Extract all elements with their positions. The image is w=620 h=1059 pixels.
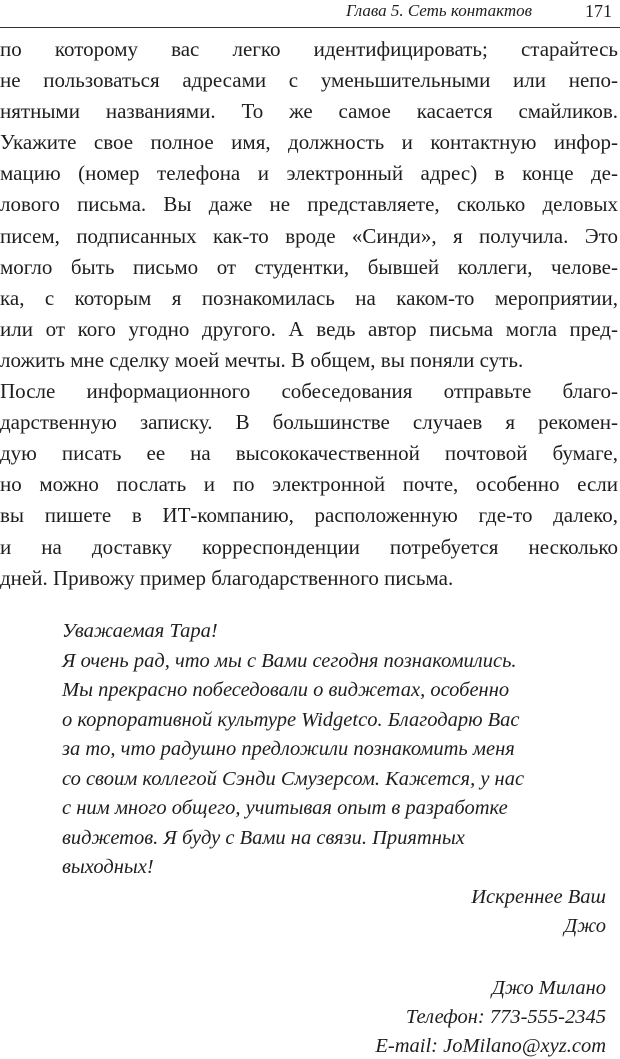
letter-line: Я очень рад, что мы с Вами сегодня познакомились. — [62, 649, 517, 672]
text-line: нятными названиями. То же самое касается смайликов. — [0, 99, 618, 124]
text-line: После информационного собеседования отправьте благо- — [0, 379, 618, 404]
running-header — [0, 0, 620, 28]
text-line: дней. Привожу пример благодарственного письма. — [0, 565, 454, 590]
letter-line: виджетов. Я буду с Вами на связи. Приятных — [62, 826, 465, 849]
text-line: но можно послать и по электронной почте, особенно если — [0, 472, 618, 497]
signature-block — [375, 974, 606, 1059]
sample-letter — [62, 617, 524, 883]
signature-phone: Телефон: 773-555-2345 — [405, 1006, 606, 1028]
text-line: ка, с которым я познакомилась на каком-то мероприятии, — [0, 285, 618, 310]
text-line: дую писать ее на высококачественной почтовой бумаге, — [0, 441, 618, 466]
letter-line: о корпоративной культуре Widgetco. Благодарю Вас — [62, 708, 520, 731]
page-number: 171 — [585, 1, 612, 21]
letter-line: выходных! — [62, 856, 154, 878]
signature-name: Джо Милано — [491, 977, 606, 999]
letter-line: за то, что радушно предложили познакомить меня — [62, 738, 515, 760]
text-line: дарственную записку. В большинстве случаев я рекомен- — [0, 410, 618, 435]
text-line: лового письма. Вы даже не представляете, сколько деловых — [0, 192, 618, 217]
body-text — [0, 34, 618, 594]
letter-line: с ним много общего, учитывая опыт в разработке — [62, 797, 508, 819]
letter-line: Уважаемая Тара! — [62, 620, 218, 642]
text-line: писем, подписанных как-то вроде «Синди», я получила. Это — [0, 223, 618, 248]
closing-phrase: Искреннее Ваш — [471, 886, 606, 908]
text-line: вы пишете в ИТ-компанию, расположенную где-то далеко, — [0, 503, 618, 528]
text-line: и на доставку корреспонденции потребуется несколько — [0, 534, 618, 559]
text-line: мацию (номер телефона и электронный адрес) в конце де- — [0, 161, 618, 186]
chapter-title: Глава 5. Сеть контактов — [345, 1, 532, 20]
letter-line: Мы прекрасно побеседовали о виджетах, особенно — [62, 679, 510, 701]
closing-name: Джо — [564, 915, 606, 937]
text-line: по которому вас легко идентифицировать; старайтесь — [0, 37, 618, 61]
text-line: Укажите свое полное имя, должность и контактную инфор- — [0, 130, 618, 155]
text-line: могло быть письмо от студентки, бывшей коллеги, челове- — [0, 254, 618, 279]
signature-email: E-mail: JoMilano@xyz.com — [375, 1035, 606, 1057]
letter-line: со своим коллегой Сэнди Смузерсом. Кажется, у нас — [62, 767, 525, 790]
text-line: ложить мне сделку моей мечты. В общем, вы поняли суть. — [0, 347, 524, 372]
text-line: или от кого угодно другого. А ведь автор письма могла пред- — [0, 316, 618, 341]
closing — [471, 883, 606, 941]
text-line: не пользоваться адресами с уменьшительными или непо- — [0, 68, 618, 93]
